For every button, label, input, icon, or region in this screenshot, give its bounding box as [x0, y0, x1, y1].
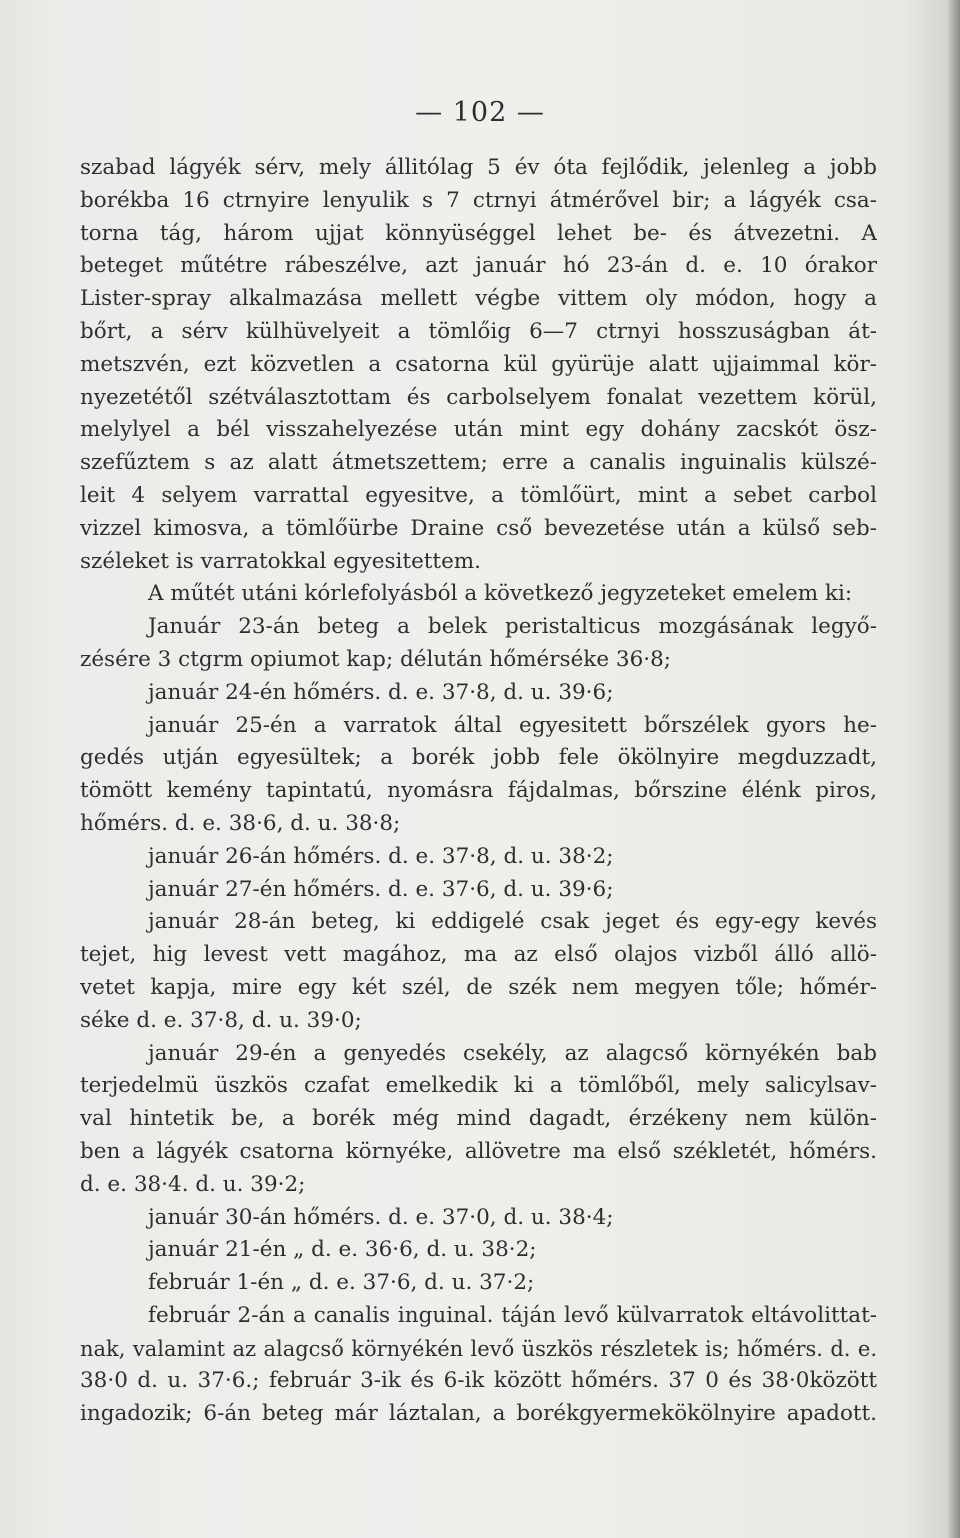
text-line: ingadozik; 6-án beteg már láztalan, a borékgyermekökölnyire apadott. — [80, 1401, 877, 1427]
text-line: január 29-én a genyedés csekély, az alagcső környékén bab — [148, 1040, 877, 1066]
text-line: tömött kemény tapintatú, nyomásra fájdalmas, bőrszine élénk piros, — [80, 778, 877, 804]
text-line: február 1-én „ d. e. 37·6, d. u. 37·2; — [148, 1270, 535, 1296]
text-line: melylyel a bél visszahelyezése után mint egy dohány zacskót ösz- — [80, 417, 877, 443]
text-line: A műtét utáni kórlefolyásból a következő jegyzeteket emelem ki: — [148, 581, 853, 607]
text-line: ben a lágyék csatorna környéke, allövetre ma első székletét, hőmérs. — [80, 1138, 877, 1164]
text-line: szabad lágyék sérv, mely állitólag 5 év óta fejlődik, jelenleg a jobb — [80, 155, 877, 180]
text-line: szefűztem s az alatt átmetszettem; erre a canalis inguinalis külszé- — [80, 450, 877, 476]
text-line: val hintetik be, a borék még mind dagadt, érzékeny nem külön- — [80, 1106, 877, 1132]
text-line: január 25-én a varratok által egyesitett bőrszélek gyors he- — [148, 712, 877, 738]
text-line: széleket is varratokkal egyesitettem. — [80, 548, 482, 574]
text-line: január 27-én hőmérs. d. e. 37·6, d. u. 39·6; — [148, 876, 614, 902]
text-line: január 30-án hőmérs. d. e. 37·0, d. u. 38·4; — [148, 1204, 614, 1230]
text-line: hőmérs. d. e. 38·6, d. u. 38·8; — [80, 810, 401, 836]
text-line: január 21-én „ d. e. 36·6, d. u. 38·2; — [148, 1237, 537, 1263]
text-line: vetet kapja, mire egy két szél, de szék nem megyen tőle; hőmér- — [80, 974, 877, 1000]
text-line: január 24-én hőmérs. d. e. 37·8, d. u. 39·6; — [148, 679, 614, 705]
text-line: január 26-án hőmérs. d. e. 37·8, d. u. 38·2; — [148, 843, 614, 869]
text-line: Lister-spray alkalmazása mellett végbe vittem oly módon, hogy a — [80, 286, 877, 312]
text-line: nyezetétől szétválasztottam és carbolselyem fonalat vezettem körül, — [80, 384, 877, 410]
text-line: séke d. e. 37·8, d. u. 39·0; — [80, 1007, 362, 1033]
text-line: január 28-án beteg, ki eddigelé csak jeget és egy-egy kevés — [148, 909, 877, 935]
text-line: borékba 16 ctrnyire lenyulik s 7 ctrnyi átmérővel bir; a lágyék csa- — [80, 187, 877, 213]
text-line: d. e. 38·4. d. u. 39·2; — [80, 1171, 306, 1197]
page-number: — 102 — — [415, 97, 545, 128]
text-line: tejet, hig levest vett magához, ma az első olajos vizből álló allö- — [80, 942, 877, 968]
text-line: zésére 3 ctgrm opiumot kap; délután hőmérséke 36·8; — [80, 646, 672, 672]
text-line: Január 23-án beteg a belek peristalticus mozgásának legyő- — [148, 614, 877, 640]
page-edge-shadow — [946, 0, 960, 1538]
text-line: nak, valamint az alagcső környékén levő üszkös részletek is; hőmérs. d. e. — [80, 1336, 877, 1361]
text-line: február 2-án a canalis inguinal. táján levő külvarratok eltávolittat- — [148, 1302, 877, 1328]
text-line: metszvén, ezt közvetlen a csatorna kül gyürüje alatt ujjaimmal kör- — [80, 351, 877, 377]
body-text — [80, 152, 877, 1431]
text-line: beteget műtétre rábeszélve, azt január hó 23-án d. e. 10 órakor — [80, 253, 877, 279]
text-line: leit 4 selyem varrattal egyesitve, a tömlőürt, mint a sebet carbol — [80, 482, 877, 508]
text-line: terjedelmü üszkös czafat emelkedik ki a tömlőből, mely salicylsav- — [80, 1073, 877, 1099]
text-line: gedés utján egyesültek; a borék jobb fele ökölnyire megduzzadt, — [80, 745, 877, 771]
text-line: vizzel kimosva, a tömlőürbe Draine cső bevezetése után a külső seb- — [80, 515, 877, 541]
text-line: 38·0 d. u. 37·6.; február 3-ik és 6-ik között hőmérs. 37 0 és 38·0között — [80, 1368, 877, 1394]
text-line: bőrt, a sérv külhüvelyeit a tömlőig 6—7 ctrnyi hosszuságban át- — [80, 318, 877, 344]
text-line: torna tág, három ujjat könnyüséggel lehet be- és átvezetni. A — [80, 220, 877, 246]
